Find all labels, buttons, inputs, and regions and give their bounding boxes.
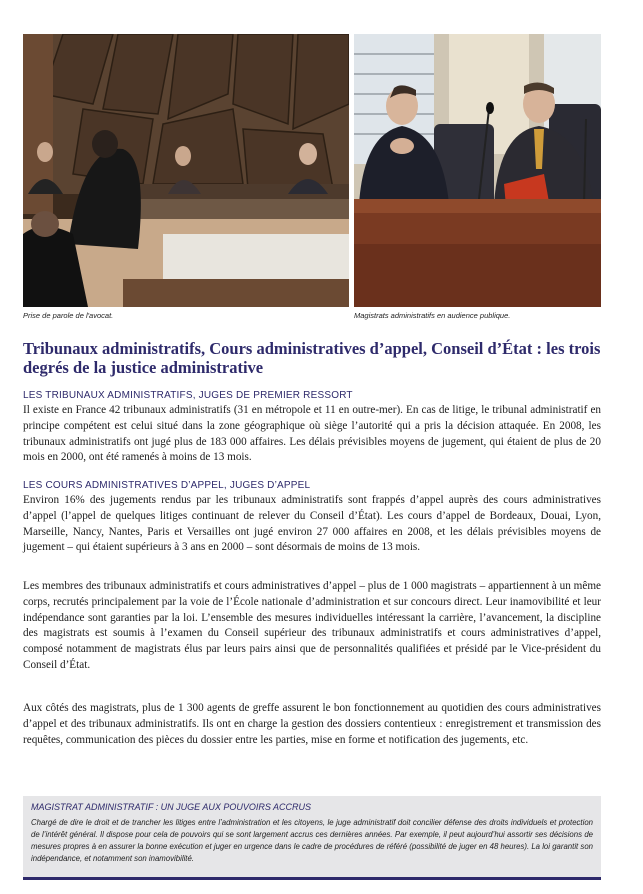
info-box-bottom-rule <box>23 877 601 880</box>
right-photo-caption: Magistrats administratifs en audience publique. <box>354 311 511 320</box>
section-text-cours-appel: Environ 16% des jugements rendus par les tribunaux administratifs sont frappés d’appel auprès des cours administratives d’appel (l’appel de quelques litiges continuant de relever du Conseil d’État). Les cours d’appel de Bordeaux, Douai, Lyon, Marseille, Nancy, Nantes, Paris et Versailles ont jugé environ 27 000 affaires en 2008, et les délais prévisibles moyens de jugement – qui étaient supérieurs à 3 ans en 2000 – sont désormais de moins de 13 mois. <box>23 494 601 554</box>
page-title: Tribunaux administratifs, Cours administratives d’appel, Conseil d’État : les trois degrés de la justice administrative <box>23 339 601 377</box>
paragraph-greffe: Aux côtés des magistrats, plus de 1 300 agents de greffe assurent le bon fonctionnement au quotidien des cours administratives d’appel et des tribunaux administratifs. Ils ont en charge la gestion des dossiers contentieux : enregistrement et transmission des requêtes, communication des pièces du dossier entre les parties, mise en forme et notification des jugements, etc. <box>23 702 601 746</box>
section-heading-tribunaux: LES TRIBUNAUX ADMINISTRATIFS, JUGES DE PREMIER RESSORT <box>23 390 353 401</box>
paragraph-magistrats: Les membres des tribunaux administratifs et cours administratives d’appel – plus de 1 000 magistrats – appartiennent à un même corps, recrutés principalement par la voie de l’École nationale d’administration et sur concours direct. Leur inamovibilité et leur indépendance sont garanties par la loi. L’ensemble des mesures individuelles intéressant la carrière, l’avancement, la discipline des magistrats est soumis à l’examen du Conseil supérieur des tribunaux administratifs et cours administratives d’appel, composé notamment de magistrats élus par leurs pairs ainsi que de personnalités qualifiées et présidé par le Vice-président du Conseil d’État. <box>23 580 601 671</box>
info-box-text: Chargé de dire le droit et de trancher les litiges entre l’administration et les citoyens, le juge administratif doit concilier défense des droits individuels et protection de l’intérêt général. Il dispose pour cela de pouvoirs qui se sont largement accrus ces dernières années. Par exemple, il peut aujourd’hui assortir ses décisions de mesures propres à en assurer la bonne exécution et juger en urgence dans le cadre de procédures de référé (possibilité de juger en 48 heures). La loi garantit son indépendance, et notamment son inamovibilité. <box>31 818 593 863</box>
photo-lawyer-speaking <box>23 34 349 307</box>
photo-magistrates-hearing <box>354 34 601 307</box>
left-photo-caption: Prise de parole de l'avocat. <box>23 311 114 320</box>
section-heading-cours-appel: LES COURS ADMINISTRATIVES D’APPEL, JUGES D’APPEL <box>23 480 311 491</box>
section-text-tribunaux: Il existe en France 42 tribunaux administratifs (31 en métropole et 11 en outre-mer). En cas de litige, le tribunal administratif en principe compétent est celui situé dans la zone géographique où siège l’autorité qui a pris la décision attaquée. En 2008, les tribunaux administratifs ont jugé plus de 183 000 affaires. Les délais prévisibles moyens de jugement, qui étaient de plus de 20 mois en 2000, ont été ramenés à moins de 13 mois. <box>23 404 601 464</box>
info-box-title: MAGISTRAT ADMINISTRATIF : UN JUGE AUX POUVOIRS ACCRUS <box>31 802 312 812</box>
info-box <box>23 796 601 878</box>
